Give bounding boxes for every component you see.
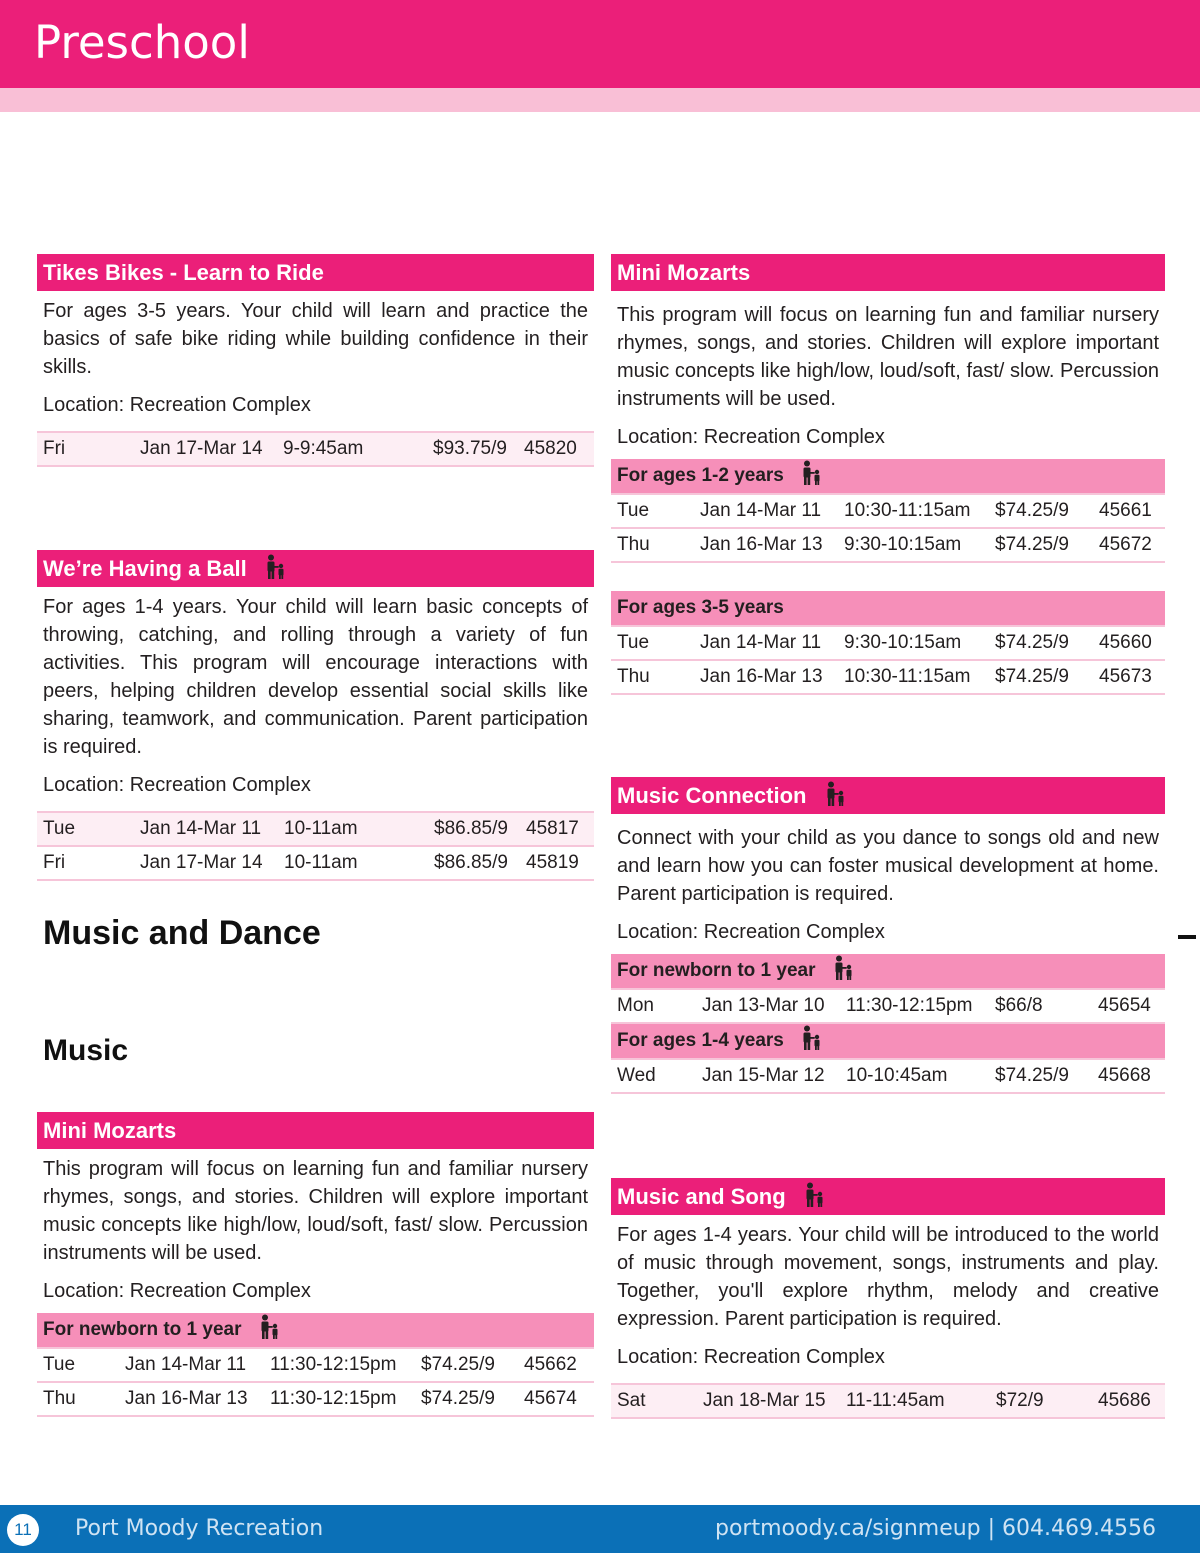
row-dates: Jan 16-Mar 13 <box>694 528 838 562</box>
table-row <box>611 494 1165 528</box>
program-description: Connect with your child as you dance to songs old and new and learn how you can foster musical development at home. Parent participation is required. <box>617 827 1159 905</box>
age-group-bar <box>611 1024 1165 1058</box>
page-number: 11 <box>7 1514 39 1546</box>
row-price: $74.25/9 <box>415 1382 518 1416</box>
row-time: 10-11am <box>278 812 428 846</box>
row-time: 10-10:45am <box>840 1059 989 1093</box>
row-time: 11:30-12:15pm <box>840 989 989 1023</box>
parent-child-icon <box>833 955 855 981</box>
row-price: $74.25/9 <box>989 660 1093 694</box>
program-description: For ages 1-4 years. Your child will learn basic concepts of throwing, catching, and rolling through a variety of fun activities. This program will encourage interactions with peers, helping children develop essential social skills like sharing, teamwork, and communication. Parent participation is required. <box>43 596 588 758</box>
row-day: Wed <box>611 1059 696 1093</box>
age-group-bar <box>611 954 1165 988</box>
page-title: Preschool <box>34 16 250 69</box>
table-row <box>37 432 594 466</box>
row-day: Fri <box>37 846 134 880</box>
row-price: $72/9 <box>990 1384 1092 1418</box>
row-dates: Jan 18-Mar 15 <box>697 1384 840 1418</box>
age-group-label: For ages 3-5 years <box>617 597 784 618</box>
row-day: Thu <box>611 660 694 694</box>
row-price: $74.25/9 <box>989 494 1093 528</box>
row-day: Thu <box>611 528 694 562</box>
program-mini-mozarts-right <box>611 254 1165 695</box>
parent-child-icon <box>259 1314 281 1340</box>
row-day: Tue <box>37 1348 119 1382</box>
row-time: 11:30-12:15pm <box>264 1348 415 1382</box>
row-day: Mon <box>611 989 696 1023</box>
row-price: $86.85/9 <box>428 846 520 880</box>
table-row <box>611 626 1165 660</box>
program-location: Location: Recreation Complex <box>617 1346 885 1368</box>
row-code: 45662 <box>518 1348 594 1382</box>
table-row <box>611 528 1165 562</box>
row-dates: Jan 14-Mar 11 <box>694 626 838 660</box>
row-day: Tue <box>37 812 134 846</box>
row-time: 10:30-11:15am <box>838 494 989 528</box>
row-dates: Jan 16-Mar 13 <box>694 660 838 694</box>
row-code: 45674 <box>518 1382 594 1416</box>
schedule-table <box>611 493 1165 563</box>
table-row <box>37 846 594 880</box>
table-row <box>37 812 594 846</box>
row-price: $86.85/9 <box>428 812 520 846</box>
row-price: $74.25/9 <box>415 1348 518 1382</box>
schedule-table <box>37 811 594 881</box>
program-title <box>37 1112 594 1149</box>
program-music-and-song <box>611 1178 1165 1419</box>
parent-child-icon <box>804 1182 826 1208</box>
program-location: Location: Recreation Complex <box>43 394 311 416</box>
age-group-bar <box>611 459 1165 493</box>
program-description: For ages 1-4 years. Your child will be introduced to the world of music through movement, songs, instruments and play. Together, you'll explore rhythm, melody and creative expression. Parent participation is required. <box>617 1224 1159 1330</box>
page-footer <box>0 1505 1200 1553</box>
row-code: 45672 <box>1093 528 1165 562</box>
age-group-bar <box>37 1313 594 1347</box>
program-title-text: Mini Mozarts <box>43 1118 177 1143</box>
row-time: 9:30-10:15am <box>838 626 989 660</box>
parent-child-icon <box>825 781 847 807</box>
row-dates: Jan 17-Mar 14 <box>134 846 278 880</box>
header-band <box>0 88 1200 112</box>
page-edge-tab-mark <box>1178 935 1196 939</box>
program-location: Location: Recreation Complex <box>43 774 311 796</box>
parent-child-icon <box>801 460 823 486</box>
schedule-table <box>611 1058 1165 1094</box>
section-heading-music-dance: Music and Dance <box>43 914 321 952</box>
row-code: 45661 <box>1093 494 1165 528</box>
row-dates: Jan 15-Mar 12 <box>696 1059 840 1093</box>
program-location: Location: Recreation Complex <box>617 426 885 448</box>
age-group-label: For newborn to 1 year <box>617 960 816 981</box>
age-group-label: For newborn to 1 year <box>43 1319 242 1340</box>
footer-org-name: Port Moody Recreation <box>75 1516 324 1541</box>
schedule-table <box>611 988 1165 1024</box>
row-day: Fri <box>37 432 134 466</box>
row-day: Sat <box>611 1384 697 1418</box>
row-dates: Jan 16-Mar 13 <box>119 1382 264 1416</box>
row-day: Tue <box>611 626 694 660</box>
program-mini-mozarts-left <box>37 1112 594 1417</box>
parent-child-icon <box>265 554 287 580</box>
row-price: $74.25/9 <box>989 528 1093 562</box>
table-row <box>611 989 1165 1023</box>
row-code: 45819 <box>520 846 594 880</box>
row-dates: Jan 14-Mar 11 <box>694 494 838 528</box>
row-price: $74.25/9 <box>989 1059 1092 1093</box>
program-having-a-ball <box>37 550 594 881</box>
program-location: Location: Recreation Complex <box>43 1280 311 1302</box>
schedule-table <box>611 625 1165 695</box>
row-price: $74.25/9 <box>989 626 1093 660</box>
program-title-text: Mini Mozarts <box>617 260 751 285</box>
row-time: 9-9:45am <box>277 432 427 466</box>
row-day: Thu <box>37 1382 119 1416</box>
program-title-text: Music Connection <box>617 783 807 808</box>
program-title <box>611 254 1165 291</box>
table-row <box>37 1348 594 1382</box>
row-day: Tue <box>611 494 694 528</box>
footer-contact: portmoody.ca/signmeup | 604.469.4556 <box>715 1516 1156 1541</box>
row-price: $66/8 <box>989 989 1092 1023</box>
table-row <box>37 1382 594 1416</box>
row-time: 10-11am <box>278 846 428 880</box>
schedule-table <box>37 1347 594 1417</box>
program-title-text: We’re Having a Ball <box>43 556 247 581</box>
age-group-label: For ages 1-4 years <box>617 1030 784 1051</box>
row-code: 45673 <box>1093 660 1165 694</box>
schedule-table <box>611 1383 1165 1419</box>
age-group-label: For ages 1-2 years <box>617 465 784 486</box>
program-description: This program will focus on learning fun and familiar nursery rhymes, songs, and stories. Children will explore important music concepts like high/low, loud/soft, fast/ slow. Percussion instruments will be used. <box>43 1158 588 1264</box>
program-music-connection <box>611 777 1165 1094</box>
schedule-table <box>37 431 594 467</box>
row-dates: Jan 14-Mar 11 <box>119 1348 264 1382</box>
row-time: 10:30-11:15am <box>838 660 989 694</box>
program-title-text: Music and Song <box>617 1184 786 1209</box>
row-dates: Jan 17-Mar 14 <box>134 432 277 466</box>
program-title <box>611 1178 1165 1215</box>
row-time: 9:30-10:15am <box>838 528 989 562</box>
row-code: 45686 <box>1092 1384 1165 1418</box>
row-dates: Jan 14-Mar 11 <box>134 812 278 846</box>
row-code: 45668 <box>1092 1059 1165 1093</box>
program-title <box>611 777 1165 814</box>
row-code: 45654 <box>1092 989 1165 1023</box>
row-code: 45820 <box>518 432 594 466</box>
row-time: 11-11:45am <box>840 1384 990 1418</box>
age-group-bar <box>611 591 1165 625</box>
program-location: Location: Recreation Complex <box>617 921 885 943</box>
program-tikes-bikes <box>37 254 594 467</box>
program-description: This program will focus on learning fun and familiar nursery rhymes, songs, and stories. Children will explore important music concepts like high/low, loud/soft, fast/ slow. Percussion instruments will be used. <box>617 304 1159 410</box>
row-price: $93.75/9 <box>427 432 518 466</box>
row-code: 45817 <box>520 812 594 846</box>
section-heading-music: Music <box>43 1034 129 1067</box>
row-dates: Jan 13-Mar 10 <box>696 989 840 1023</box>
program-title <box>37 550 594 587</box>
row-code: 45660 <box>1093 626 1165 660</box>
page-header <box>0 0 1200 88</box>
table-row <box>611 1384 1165 1418</box>
program-title-text: Tikes Bikes - Learn to Ride <box>43 260 324 285</box>
row-time: 11:30-12:15pm <box>264 1382 415 1416</box>
program-description: For ages 3-5 years. Your child will learn and practice the basics of safe bike riding while building confidence in their skills. <box>43 300 588 378</box>
parent-child-icon <box>801 1025 823 1051</box>
program-title <box>37 254 594 291</box>
table-row <box>611 1059 1165 1093</box>
table-row <box>611 660 1165 694</box>
